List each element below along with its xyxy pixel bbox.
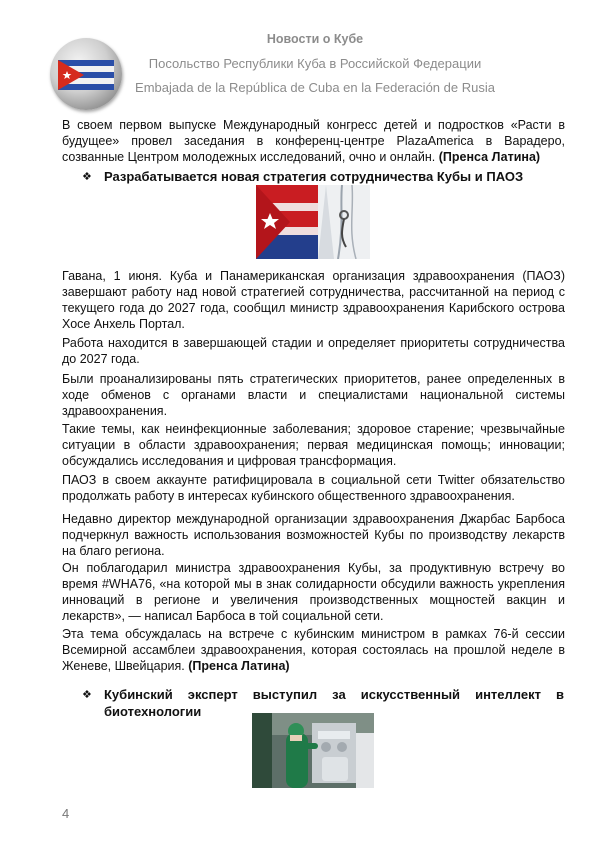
intro-source: (Пренса Латина) (438, 150, 541, 164)
article2-title-line2: биотехнологии (104, 704, 202, 719)
biotech-lab-image (252, 713, 374, 788)
bullet-icon: ❖ (82, 689, 92, 701)
embassy-name-ru: Посольство Республики Куба в Российской Федерации (148, 56, 482, 71)
article2-title-line1: Кубинский эксперт выступил за искусственный интеллект в (104, 687, 564, 702)
article1-paragraph-final (62, 626, 565, 674)
intro-paragraph (62, 117, 565, 165)
article-heading-paho: Разрабатывается новая стратегия сотрудничества Кубы и ПАОЗ (104, 169, 524, 184)
cuba-flag-doctor-image (256, 185, 370, 259)
cuba-flag-icon (58, 60, 114, 90)
article1-paragraph: Он поблагодарил министра здравоохранения Кубы, за продуктивную встречу во время #WHA76, «на которой мы в знак солидарности обсудили важность укрепления инноваций в регионе и увеличения производственных мощностей вакцин и лекарств», — написал Барбоса в той социальной сети. (62, 561, 565, 623)
article1-source: (Пренса Латина) (188, 659, 290, 673)
newsletter-title: Новости о Кубе (266, 32, 364, 46)
article1-paragraph: Недавно директор международной организации здравоохранения Джарбас Барбоса подчеркнул важность использования возможностей Кубы по производству лекарств на благо региона. (62, 512, 565, 558)
article1-final-text: Эта тема обсуждалась на встрече с кубинским министром в рамках 76-й сессии Всемирной ассамблеи здравоохранения, которая состоялась на прошлой неделе в Женеве, Швейцария. (62, 627, 565, 673)
article1-paragraph: Были проанализированы пять стратегических приоритетов, ранее определенных в ходе обменов с органами власти и специалистами национальной системы здравоохранения. (62, 372, 565, 418)
article1-paragraph: Такие темы, как неинфекционные заболевания; здоровое старение; чрезвычайные ситуации в области здравоохранения; первая медицинская помощь; инновации; обсуждались исследования и цифровая трансформация. (62, 422, 565, 468)
intro-text: В своем первом выпуске Международный конгресс детей и подростков «Расти в будущее» провел заседания в конференц-центре PlazaAmerica в Варадеро, созванные Центром молодежных исследований, очно и онлайн. (62, 118, 565, 164)
bullet-icon: ❖ (82, 171, 92, 183)
page-number: 4 (62, 806, 70, 821)
article1-paragraph: Работа находится в завершающей стадии и определяет приоритеты сотрудничества до 2027 года. (62, 336, 565, 366)
embassy-flag-logo (50, 38, 122, 110)
article1-paragraph: ПАОЗ в своем аккаунте ратифицировала в социальной сети Twitter обязательство продолжать работу в интересах кубинского общественного здравоохранения. (62, 473, 565, 503)
embassy-name-es: Embajada de la República de Cuba en la Federación de Rusia (135, 80, 495, 95)
article1-paragraph: Гавана, 1 июня. Куба и Панамериканская организация здравоохранения (ПАОЗ) завершают работу над новой стратегией сотрудничества, рассчитанной на период с текущего года до 2027 года, сообщил министр здравоохранения Карибского острова Хосе Анхель Портал. (62, 269, 565, 331)
